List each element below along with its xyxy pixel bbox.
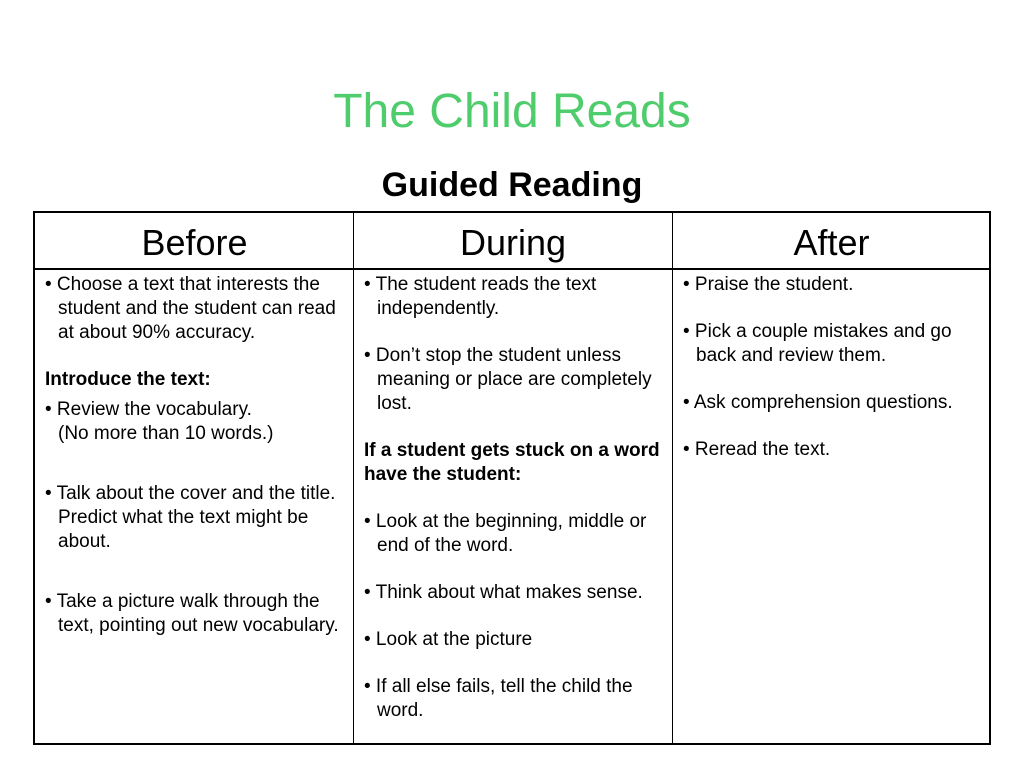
after-bullet: • Praise the student. — [683, 274, 854, 295]
during-bullet: • Look at the picture — [364, 629, 533, 650]
column-divider — [353, 213, 354, 743]
before-bullet: • Take a picture walk through the text, pointing out new vocabulary. — [45, 591, 339, 636]
during-bullet: • Think about what makes sense. — [364, 582, 643, 603]
header-before: Before — [141, 222, 248, 263]
during-heading: If a student gets stuck on a word have the student: — [364, 440, 660, 485]
before-heading: Introduce the text: — [45, 369, 211, 390]
during-bullet: • If all else fails, tell the child the word. — [364, 676, 633, 721]
before-note: (No more than 10 words.) — [58, 423, 274, 444]
after-column — [683, 273, 983, 462]
after-bullet: • Ask comprehension questions. — [683, 392, 953, 413]
header-after: After — [793, 222, 870, 263]
after-bullet: • Reread the text. — [683, 439, 831, 460]
before-column — [45, 273, 341, 638]
before-bullet: • Review the vocabulary. — [45, 399, 252, 420]
after-bullet: • Pick a couple mistakes and go back and review them. — [683, 321, 952, 366]
during-bullet: • Don’t stop the student unless meaning or place are completely lost. — [364, 345, 652, 414]
guided-reading-table — [33, 211, 991, 745]
during-bullet: • Look at the beginning, middle or end of the word. — [364, 511, 647, 556]
during-column — [364, 273, 666, 723]
slide-subtitle: Guided Reading — [381, 166, 643, 204]
before-bullet: • Talk about the cover and the title. Predict what the text might be about. — [45, 483, 336, 552]
slide-title: The Child Reads — [333, 85, 691, 138]
column-divider — [672, 213, 673, 743]
during-bullet: • The student reads the text independently. — [364, 274, 597, 319]
header-during: During — [459, 222, 567, 263]
table-header-row — [35, 213, 989, 270]
before-bullet: • Choose a text that interests the student and the student can read at about 90% accuracy. — [45, 274, 336, 343]
